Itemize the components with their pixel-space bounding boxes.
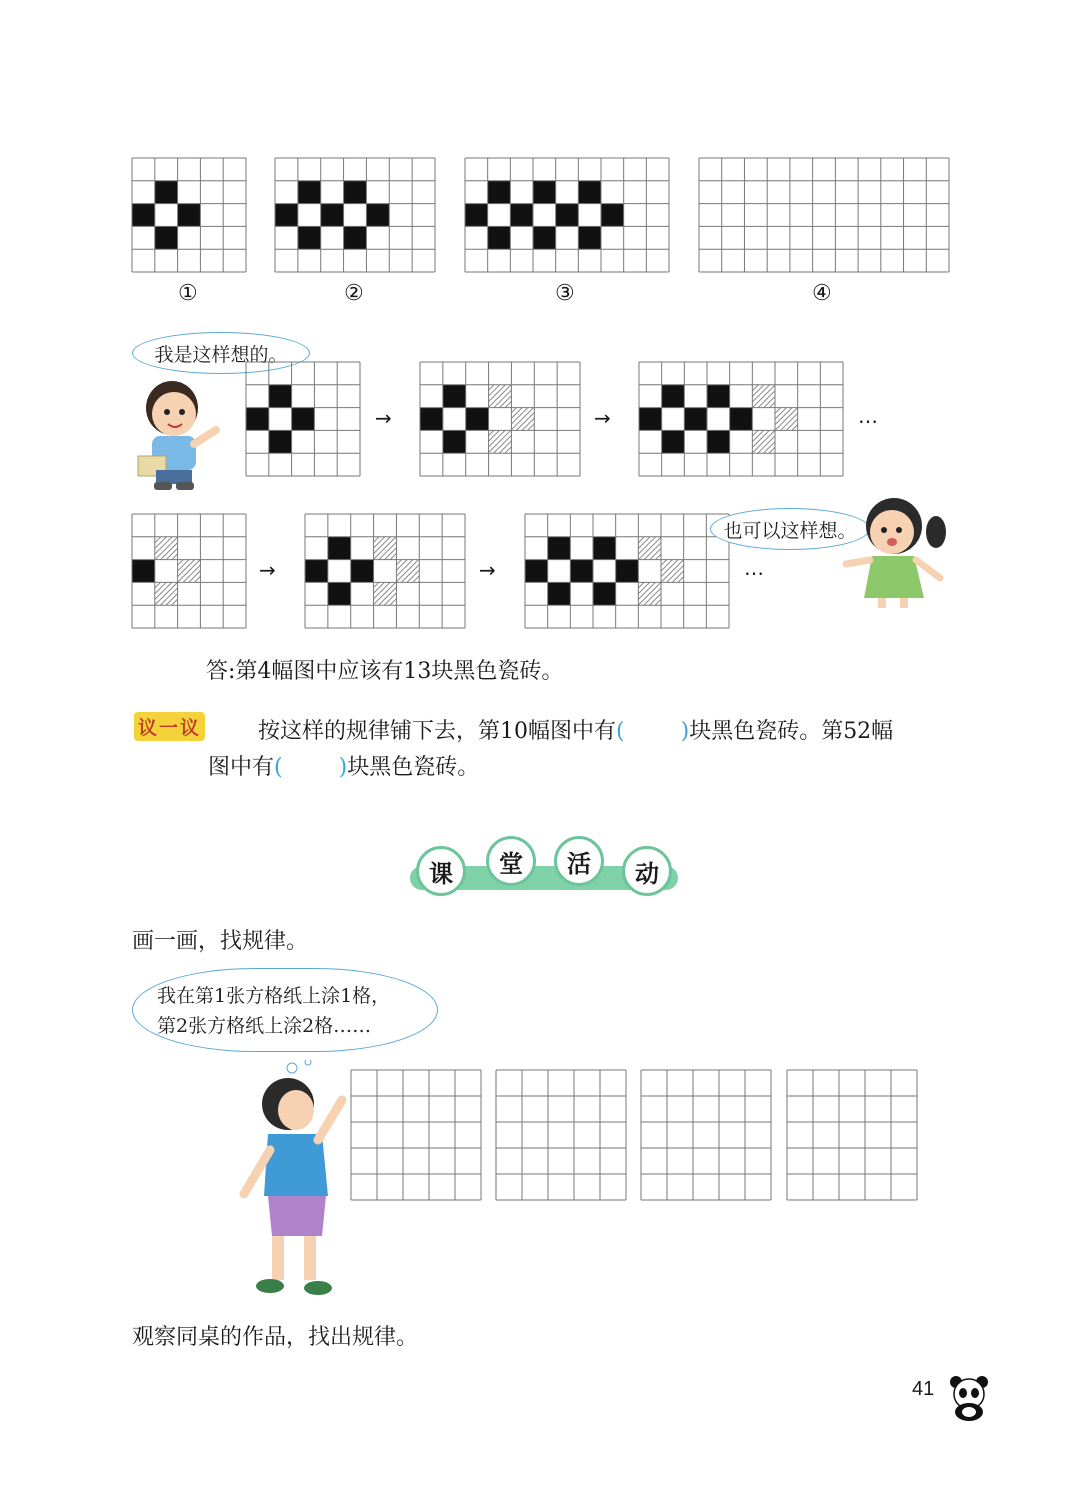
black-tile bbox=[662, 430, 685, 453]
drawing-grid-4[interactable] bbox=[787, 1070, 917, 1200]
method-b-step-2-grid bbox=[305, 514, 465, 628]
hatched-tile bbox=[775, 408, 798, 431]
banner-char-4: 动 bbox=[622, 846, 672, 896]
girl-speech-text: 也可以这样想。 bbox=[723, 519, 857, 542]
hatched-tile bbox=[489, 430, 512, 453]
boy2-speech-line2: 第2张方格纸上涂2格…… bbox=[157, 1015, 372, 1037]
boy2-speech-bubble bbox=[132, 968, 438, 1052]
hatched-tile bbox=[489, 385, 512, 408]
hatched-tile bbox=[374, 582, 397, 605]
discuss-question-line2 bbox=[208, 750, 479, 781]
black-tile bbox=[269, 430, 292, 453]
hatched-tile bbox=[661, 560, 684, 583]
black-tile bbox=[275, 204, 298, 227]
black-tile bbox=[707, 385, 730, 408]
black-tile bbox=[593, 537, 616, 560]
black-tile bbox=[155, 226, 178, 249]
black-tile bbox=[684, 408, 707, 431]
hatched-tile bbox=[752, 430, 775, 453]
hatched-tile bbox=[511, 408, 534, 431]
hatched-tile bbox=[752, 385, 775, 408]
activity-instruction: 画一画，找规律。 bbox=[132, 929, 309, 954]
black-tile bbox=[246, 408, 269, 431]
black-tile bbox=[366, 204, 389, 227]
black-tile bbox=[601, 204, 624, 227]
black-tile bbox=[328, 537, 351, 560]
black-tile bbox=[292, 408, 315, 431]
boy-reading-illustration bbox=[132, 378, 224, 494]
hatched-tile bbox=[155, 537, 178, 560]
boy-drawing-illustration bbox=[230, 1060, 360, 1302]
method-b-step-1-grid bbox=[132, 514, 246, 628]
black-tile bbox=[570, 560, 593, 583]
figure-1-label: ① bbox=[178, 281, 198, 306]
discuss-badge: 议一议 bbox=[134, 712, 205, 741]
black-tile bbox=[578, 181, 601, 204]
blank-10th-open: ( bbox=[616, 719, 625, 744]
hatched-tile bbox=[178, 560, 201, 583]
class-activity-banner bbox=[410, 832, 678, 904]
method-b-arrow-1: → bbox=[259, 558, 276, 582]
drawing-grid-2[interactable] bbox=[496, 1070, 626, 1200]
hatched-tile bbox=[396, 560, 419, 583]
page-number: 41 bbox=[912, 1378, 935, 1400]
black-tile bbox=[344, 181, 367, 204]
hatched-tile bbox=[638, 537, 661, 560]
black-tile bbox=[344, 226, 367, 249]
method-a-step-2-grid bbox=[420, 362, 580, 476]
hatched-tile bbox=[155, 582, 178, 605]
black-tile bbox=[548, 537, 571, 560]
banner-char-1: 课 bbox=[416, 846, 466, 896]
figure-2-grid bbox=[275, 158, 435, 272]
method-b-arrow-2: → bbox=[479, 558, 496, 582]
discuss-part2: 块黑色瓷砖。第52幅 bbox=[689, 719, 894, 744]
girl-illustration bbox=[842, 494, 952, 610]
method-a-arrow-2: → bbox=[594, 406, 611, 430]
black-tile bbox=[533, 226, 556, 249]
discuss-part4: 块黑色瓷砖。 bbox=[347, 755, 480, 780]
black-tile bbox=[443, 385, 466, 408]
discuss-part1: 按这样的规律铺下去，第10幅图中有 bbox=[258, 719, 616, 744]
discuss-question-line1 bbox=[258, 714, 893, 745]
black-tile bbox=[155, 181, 178, 204]
figure-4-grid-empty[interactable] bbox=[699, 158, 949, 272]
black-tile bbox=[178, 204, 201, 227]
hatched-tile bbox=[374, 537, 397, 560]
black-tile bbox=[132, 204, 155, 227]
black-tile bbox=[616, 560, 639, 583]
figure-3-label: ③ bbox=[555, 281, 575, 306]
banner-char-3: 活 bbox=[554, 836, 604, 886]
black-tile bbox=[548, 582, 571, 605]
drawing-grid-1[interactable] bbox=[351, 1070, 481, 1200]
answer-text: 答:第4幅图中应该有13块黑色瓷砖。 bbox=[206, 659, 564, 684]
black-tile bbox=[510, 204, 533, 227]
banner-char-2: 堂 bbox=[486, 836, 536, 886]
black-tile bbox=[466, 408, 489, 431]
hatched-tile bbox=[638, 582, 661, 605]
black-tile bbox=[351, 560, 374, 583]
black-tile bbox=[488, 226, 511, 249]
black-tile bbox=[639, 408, 662, 431]
activity-observe: 观察同桌的作品，找出规律。 bbox=[132, 1325, 419, 1350]
black-tile bbox=[132, 560, 155, 583]
boy2-speech-line1: 我在第1张方格纸上涂1格， bbox=[157, 985, 391, 1007]
blank-52nd-close: ) bbox=[338, 755, 348, 780]
figure-3-grid bbox=[465, 158, 669, 272]
method-a-step-1-grid bbox=[246, 362, 360, 476]
black-tile bbox=[305, 560, 328, 583]
black-tile bbox=[298, 226, 321, 249]
black-tile bbox=[328, 582, 351, 605]
black-tile bbox=[269, 385, 292, 408]
blank-52nd-open: ( bbox=[274, 755, 283, 780]
method-b-ellipsis: … bbox=[744, 556, 765, 580]
black-tile bbox=[321, 204, 344, 227]
black-tile bbox=[707, 430, 730, 453]
black-tile bbox=[465, 204, 488, 227]
boy1-speech-text: 我是这样想的。 bbox=[154, 343, 288, 366]
black-tile bbox=[525, 560, 548, 583]
figure-1-grid bbox=[132, 158, 246, 272]
black-tile bbox=[488, 181, 511, 204]
method-b-step-3-grid bbox=[525, 514, 729, 628]
black-tile bbox=[578, 226, 601, 249]
method-a-step-3-grid bbox=[639, 362, 843, 476]
black-tile bbox=[593, 582, 616, 605]
black-tile bbox=[533, 181, 556, 204]
black-tile bbox=[443, 430, 466, 453]
blank-10th-close: ) bbox=[680, 719, 690, 744]
black-tile bbox=[662, 385, 685, 408]
black-tile bbox=[298, 181, 321, 204]
discuss-part3: 图中有 bbox=[208, 755, 275, 780]
method-a-ellipsis: … bbox=[858, 404, 879, 428]
drawing-grid-3[interactable] bbox=[641, 1070, 771, 1200]
black-tile bbox=[556, 204, 579, 227]
figure-2-label: ② bbox=[344, 281, 364, 306]
black-tile bbox=[420, 408, 443, 431]
panda-icon bbox=[944, 1372, 994, 1422]
method-a-arrow-1: → bbox=[375, 406, 392, 430]
black-tile bbox=[730, 408, 753, 431]
figure-4-label: ④ bbox=[812, 281, 832, 306]
